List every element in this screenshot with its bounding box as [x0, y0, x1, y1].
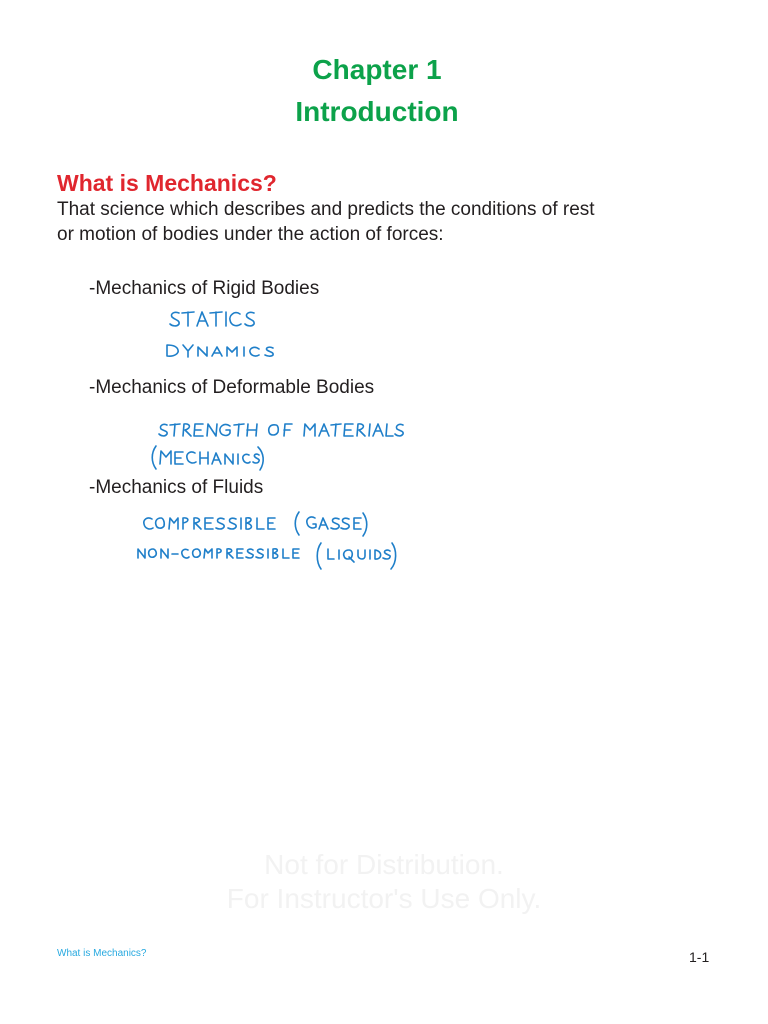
chapter-subtitle: Introduction — [295, 96, 459, 127]
category-deformable-bodies: -Mechanics of Deformable Bodies — [89, 377, 375, 398]
handwritten-note-statics — [168, 308, 258, 330]
chapter-title: Chapter 1 — [312, 54, 442, 85]
handwritten-note-dynamics — [165, 341, 280, 361]
definition-line-2: or motion of bodies under the action of forces: — [57, 224, 444, 245]
category-fluids: -Mechanics of Fluids — [89, 477, 264, 498]
watermark — [0, 848, 768, 916]
section-heading: What is Mechanics? — [57, 170, 277, 196]
handwritten-note-strength-of-materials — [158, 419, 403, 441]
watermark-line-2: For Instructor's Use Only. — [226, 883, 542, 914]
handwritten-note-compressible-gasses — [142, 510, 367, 538]
handwritten-note-non-compressible-liquids — [136, 540, 394, 572]
watermark-line-1: Not for Distribution. — [264, 849, 504, 880]
definition-text — [57, 197, 657, 247]
handwritten-note-mechanics — [150, 444, 262, 472]
category-rigid-bodies: -Mechanics of Rigid Bodies — [89, 278, 320, 299]
page-number: 1-1 — [689, 949, 710, 965]
footer-section-link[interactable]: What is Mechanics? — [57, 948, 147, 959]
definition-line-1: That science which describes and predicts the conditions of rest — [57, 199, 595, 220]
